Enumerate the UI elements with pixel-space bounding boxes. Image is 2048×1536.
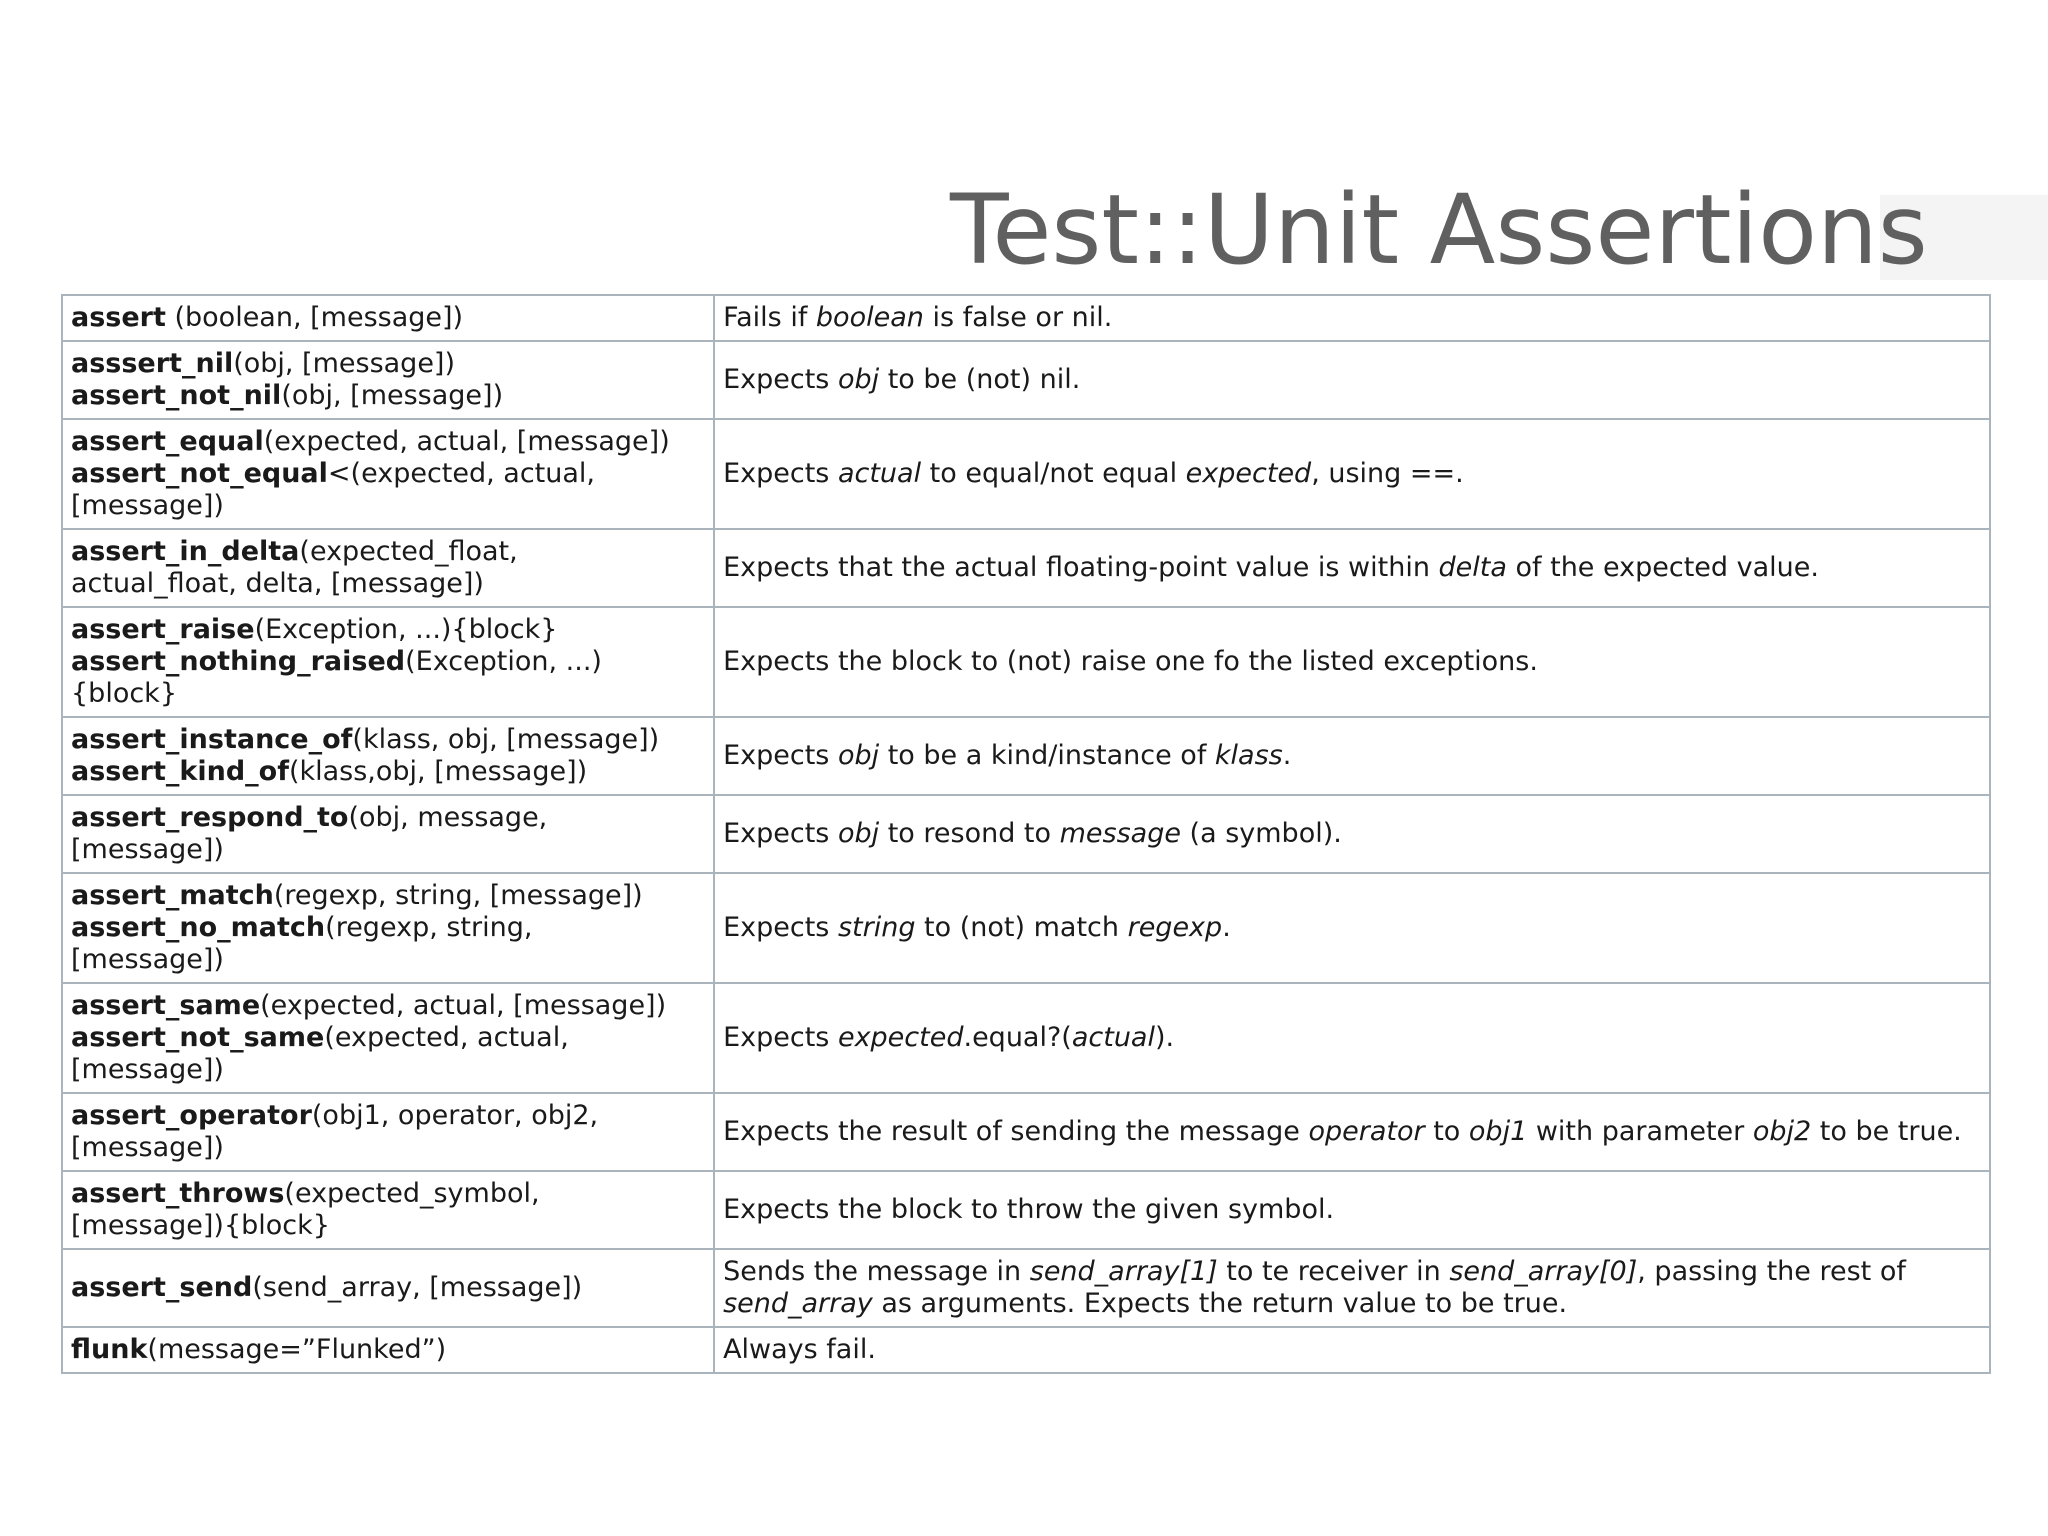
description-text: ). [1154,1022,1175,1053]
slide-title: Test::Unit Assertions [950,174,1928,286]
method-cell [62,717,714,795]
method-name: assert_not_equal [71,458,328,489]
description-emphasis: string [837,912,916,943]
description-text: Sends the message in [723,1256,1030,1287]
description-cell [714,607,1990,717]
description-emphasis: actual [837,458,922,489]
description-emphasis: obj [837,740,880,771]
description-text: , passing the rest of [1637,1256,1906,1287]
description-text: to be a kind/instance of [879,740,1215,771]
method-name: assert_no_match [71,912,326,943]
method-cell [62,795,714,873]
description-text: Expects [723,458,838,489]
method-args: [message]){block} [71,1210,330,1241]
method-name: assert_match [71,880,274,911]
method-name: flunk [71,1334,148,1365]
method-name: assert_in_delta [71,536,300,567]
description-emphasis: message [1059,818,1181,849]
method-name: assert_send [71,1272,253,1303]
description-emphasis: boolean [815,302,924,333]
description-cell [714,1093,1990,1171]
description-cell [714,419,1990,529]
description-emphasis: klass [1214,740,1283,771]
method-args: (obj, message, [348,802,548,833]
description-text: as arguments. Expects the return value to be true. [872,1288,1568,1319]
method-name: assert_respond_to [71,802,349,833]
table-row [62,1327,1990,1373]
method-args: actual_float, delta, [message]) [71,568,484,599]
description-cell [714,341,1990,419]
description-emphasis: send_array[0] [1449,1256,1638,1287]
method-cell [62,607,714,717]
description-text: Expects [723,364,838,395]
method-cell [62,983,714,1093]
description-emphasis: expected [1185,458,1312,489]
method-cell [62,873,714,983]
table-row [62,607,1990,717]
table-row [62,717,1990,795]
description-text: to [1424,1116,1469,1147]
method-name: assert_raise [71,614,255,645]
table-row [62,1171,1990,1249]
table-row [62,1249,1990,1327]
method-args: [message]) [71,944,224,975]
description-cell [714,795,1990,873]
description-text: . [1282,740,1292,771]
table-row [62,873,1990,983]
method-name: assert_kind_of [71,756,289,787]
description-emphasis: obj1 [1468,1116,1528,1147]
method-name: assert_equal [71,426,264,457]
description-cell [714,529,1990,607]
assertions-table [61,294,1991,1374]
description-text: to be true. [1811,1116,1962,1147]
table-row [62,295,1990,341]
description-text: to (not) match [915,912,1128,943]
description-text: Expects that the actual floating-point value is within [723,552,1439,583]
method-args: (boolean, [message]) [165,302,464,333]
method-cell [62,295,714,341]
description-emphasis: expected [837,1022,964,1053]
description-text: (a symbol). [1180,818,1342,849]
description-cell [714,717,1990,795]
method-name: assert_throws [71,1178,285,1209]
method-args: {block} [71,678,177,709]
method-cell [62,419,714,529]
method-cell [62,1093,714,1171]
description-text: Expects the block to (not) raise one fo the listed exceptions. [723,646,1538,677]
method-args: [message]) [71,1132,224,1163]
method-cell [62,1327,714,1373]
description-text: , using ==. [1311,458,1464,489]
description-text: . [1222,912,1231,943]
description-text: to equal/not equal [921,458,1186,489]
description-cell [714,983,1990,1093]
description-text: Expects [723,818,838,849]
method-args: (send_array, [message]) [252,1272,583,1303]
description-text: with parameter [1527,1116,1753,1147]
description-text: .equal?( [963,1022,1072,1053]
description-cell [714,873,1990,983]
method-args: (regexp, string, [325,912,533,943]
description-text: Expects [723,912,838,943]
method-args: (expected, actual, [message]) [263,426,670,457]
table-row [62,419,1990,529]
description-emphasis: send_array [723,1288,873,1319]
method-name: assert_nothing_raised [71,646,406,677]
method-args: (obj, [message]) [233,348,456,379]
method-args: (klass, obj, [message]) [352,724,660,755]
description-text: of the expected value. [1506,552,1819,583]
table-row [62,529,1990,607]
description-emphasis: obj [837,818,880,849]
method-args: (expected_float, [299,536,518,567]
method-name: asssert_nil [71,348,234,379]
method-args: (klass,obj, [message]) [288,756,588,787]
method-cell [62,1171,714,1249]
description-cell [714,1249,1990,1327]
description-emphasis: obj [837,364,880,395]
description-text: Expects [723,740,838,771]
method-args: [message]) [71,834,224,865]
method-args: (regexp, string, [message]) [273,880,643,911]
description-text: Expects the block to throw the given symbol. [723,1194,1335,1225]
method-args: (expected_symbol, [284,1178,540,1209]
method-name: assert [71,302,166,333]
method-args: <(expected, actual, [327,458,596,489]
table-row [62,1093,1990,1171]
method-args: (obj1, operator, obj2, [311,1100,599,1131]
table-row [62,341,1990,419]
description-text: Fails if [723,302,816,333]
method-cell [62,1249,714,1327]
method-args: (expected, actual, [message]) [260,990,667,1021]
description-emphasis: send_array[1] [1029,1256,1218,1287]
description-text: to be (not) nil. [879,364,1081,395]
method-args: (Exception, ...) [405,646,602,677]
description-emphasis: delta [1438,552,1507,583]
method-args: (Exception, ...){block} [254,614,558,645]
method-args: [message]) [71,1054,224,1085]
assertions-table-body [62,295,1990,1373]
table-row [62,983,1990,1093]
description-cell [714,1327,1990,1373]
method-cell [62,529,714,607]
description-cell [714,295,1990,341]
description-emphasis: obj2 [1752,1116,1812,1147]
method-name: assert_instance_of [71,724,353,755]
method-name: assert_not_same [71,1022,325,1053]
method-args: (obj, [message]) [281,380,504,411]
description-text: Expects [723,1022,838,1053]
method-name: assert_operator [71,1100,312,1131]
description-text: to te receiver in [1217,1256,1450,1287]
method-args: [message]) [71,490,224,521]
method-args: (message=”Flunked”) [147,1334,447,1365]
method-args: (expected, actual, [324,1022,569,1053]
method-name: assert_not_nil [71,380,282,411]
description-text: is false or nil. [923,302,1113,333]
description-emphasis: regexp [1127,912,1223,943]
description-text: Always fail. [723,1334,876,1365]
table-row [62,795,1990,873]
description-text: Expects the result of sending the message [723,1116,1309,1147]
description-emphasis: actual [1071,1022,1155,1053]
method-name: assert_same [71,990,261,1021]
description-cell [714,1171,1990,1249]
description-text: to resond to [879,818,1060,849]
method-cell [62,341,714,419]
description-emphasis: operator [1308,1116,1425,1147]
